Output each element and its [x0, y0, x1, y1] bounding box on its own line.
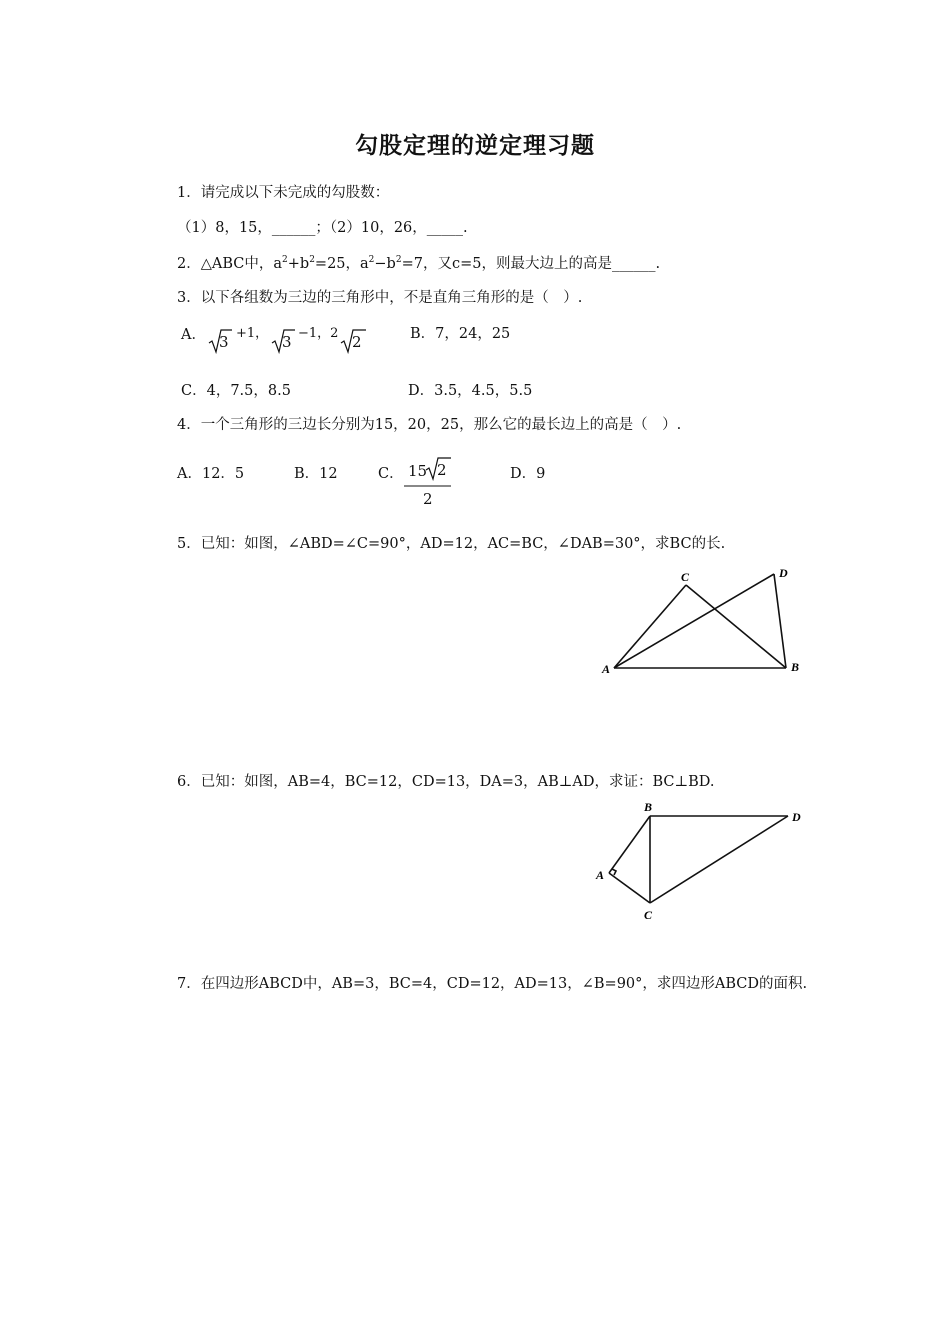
- right-angle-mark: [612, 869, 616, 875]
- q4-c-denominator: 2: [423, 490, 433, 508]
- q2-text-5: =7，又c=5，则最大边上的高是______.: [401, 256, 661, 272]
- q2-sup-3: 2: [368, 255, 375, 265]
- question-1-blanks: （1）8，15，______；（2）10，26，_____.: [177, 220, 468, 236]
- question-1-stem: 1．请完成以下未完成的勾股数：: [177, 185, 390, 201]
- q3-a-sqrt-radicand-2: 3: [282, 333, 292, 351]
- question-7-stem: 7．在四边形ABCD中，AB=3，BC=4，CD=12，AD=13，∠B=90°，求四边形ABCD的面积.: [177, 976, 808, 992]
- label-C: C: [644, 908, 653, 922]
- q2-sup-4: 2: [395, 255, 402, 265]
- label-D: D: [779, 566, 788, 580]
- question-3-stem: 3．以下各组数为三边的三角形中，不是直角三角形的是（ ）.: [177, 290, 583, 306]
- q3-a-sqrt-radicand-1: 3: [219, 333, 229, 351]
- q3-a-plus: +1，: [236, 326, 269, 341]
- q4-option-b: B．12: [294, 466, 338, 482]
- q3-option-d: D．3.5，4.5，5.5: [408, 383, 533, 399]
- question-5-stem: 5．已知：如图，∠ABD=∠C=90°，AD=12，AC=BC，∠DAB=30°，求BC的长.: [177, 536, 726, 552]
- segment-CD: [650, 816, 788, 903]
- segment-BA: [609, 816, 650, 873]
- q4-option-a: A．12．5: [177, 466, 245, 482]
- q3-a-sqrt-radicand-3: 2: [352, 333, 362, 351]
- q2-text-1: 2．△ABC中，a: [177, 256, 283, 272]
- q5-figure: [598, 565, 808, 677]
- question-2: [177, 256, 660, 272]
- q4-c-sqrt-radicand: 2: [437, 461, 447, 479]
- q2-sup-1: 2: [282, 255, 288, 265]
- q2-text-4: −b: [374, 256, 396, 272]
- label-C: C: [681, 570, 690, 584]
- q6-figure: [590, 800, 810, 925]
- q3-option-a-label: A．: [181, 327, 206, 343]
- segment-AC: [609, 873, 650, 903]
- question-6-stem: 6．已知：如图，AB=4，BC=12，CD=13，DA=3，AB⊥AD，求证：BC⊥BD.: [177, 774, 715, 790]
- q2-text-3: =25，a: [314, 256, 369, 272]
- segment-CB: [686, 585, 786, 668]
- q4-c-numerator: 15: [408, 462, 428, 480]
- page-title: 勾股定理的逆定理习题: [355, 133, 595, 159]
- label-B: B: [644, 800, 653, 814]
- q2-text-2: +b: [287, 256, 310, 272]
- question-4-stem: 4．一个三角形的三边长分别为15，20，25，那么它的最长边上的高是（ ）.: [177, 417, 682, 433]
- q3-option-b: B．7，24，25: [410, 326, 511, 342]
- label-A: A: [596, 868, 605, 882]
- q3-option-c: C．4，7.5，8.5: [181, 383, 291, 399]
- fraction-bar: [404, 485, 452, 487]
- q3-a-minus: −1，2: [298, 326, 339, 341]
- q2-sup-2: 2: [309, 255, 315, 265]
- label-D: D: [792, 810, 801, 824]
- segment-AC: [614, 585, 686, 668]
- label-A: A: [602, 662, 611, 676]
- segment-DB: [774, 574, 786, 668]
- label-B: B: [791, 660, 800, 674]
- q4-option-d: D．9: [510, 466, 546, 482]
- q4-option-c-label: C．: [378, 466, 404, 482]
- segment-AD: [614, 574, 774, 668]
